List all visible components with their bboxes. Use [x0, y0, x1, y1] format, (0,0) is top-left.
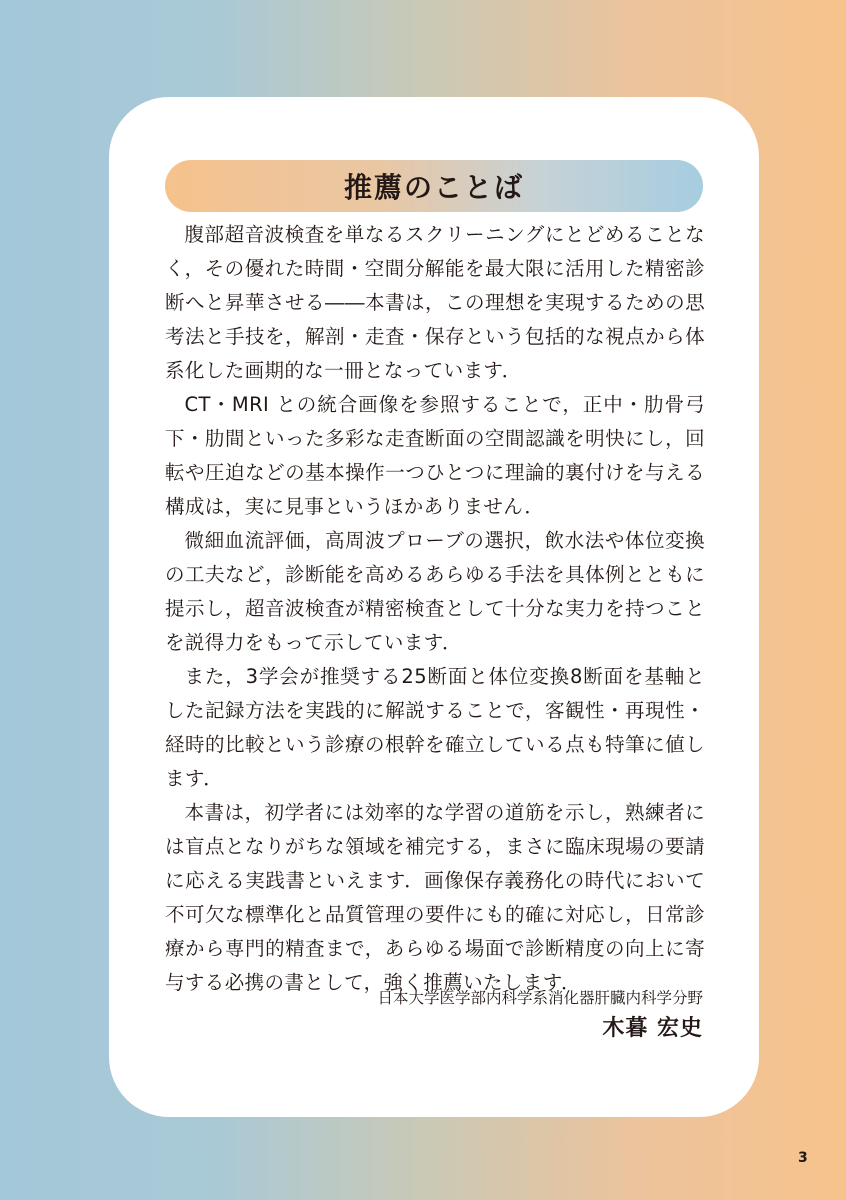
paragraph-2: CT・MRI との統合画像を参照することで，正中・肋骨弓下・肋間といった多彩な走査断面の空間認識を明快にし，回転や圧迫などの基本操作一つひとつに理論的裏付けを与える構成は，実に見事というほかありません．	[165, 393, 705, 518]
paragraph-1: 腹部超音波検査を単なるスクリーニングにとどめることなく，その優れた時間・空間分解能を最大限に活用した精密診断へと昇華させる――本書は，この理想を実現するための思考法と手技を，解剖・走査・保存という包括的な視点から体系化した画期的な一冊となっています．	[165, 223, 705, 382]
page-title: 推薦のことば	[343, 171, 524, 204]
paragraph-3: 微細血流評価，高周波プローブの選択，飲水法や体位変換の工夫など，診断能を高めるあらゆる手法を具体例とともに提示し，超音波検査が精密検査として十分な実力を持つことを説得力をもって示しています．	[165, 529, 705, 654]
paragraph-5: 本書は，初学者には効率的な学習の道筋を示し，熟練者には盲点となりがちな領域を補完する，まさに臨床現場の要請に応える実践書といえます．画像保存義務化の時代において不可欠な標準化と品質管理の要件にも的確に対応し，日常診療から専門的精査まで，あらゆる場面で診断精度の向上に寄与する必携の書として，強く推薦いたします．	[165, 801, 705, 994]
title-banner	[165, 160, 703, 212]
page-number: 3	[798, 1150, 808, 1166]
author-name: 木暮 宏史	[602, 1016, 703, 1041]
paragraph-4: また，3学会が推奨する25断面と体位変換8断面を基軸とした記録方法を実践的に解説することで，客観性・再現性・経時的比較という診療の根幹を確立している点も特筆に値します．	[165, 665, 705, 790]
body-text	[165, 218, 705, 1000]
author-affiliation: 日本大学医学部内科学系消化器肝臓内科学分野	[377, 989, 703, 1007]
